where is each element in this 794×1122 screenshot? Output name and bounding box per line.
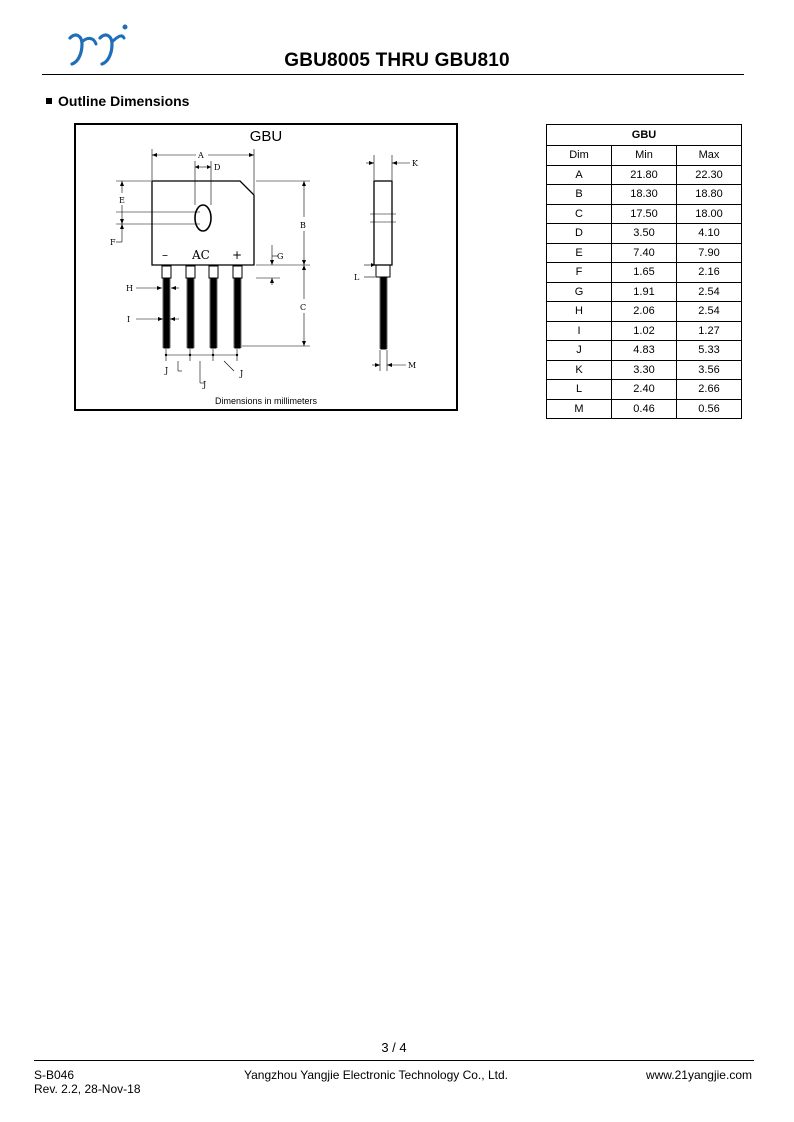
max-cell: 2.54: [677, 282, 742, 302]
table-row: [547, 165, 742, 185]
page-number: 3 / 4: [381, 1040, 407, 1055]
drawing-package-label: GBU: [249, 128, 283, 145]
dim-letter-a: A: [198, 151, 204, 160]
pin-marking-minus: –: [162, 248, 168, 262]
min-cell: 2.06: [612, 302, 677, 322]
table-row: [547, 321, 742, 341]
pin-1: [162, 266, 171, 278]
max-cell: 2.66: [677, 380, 742, 400]
column-header-max: Max: [677, 146, 742, 166]
max-cell: 0.56: [677, 399, 742, 419]
dim-cell: A: [547, 165, 612, 185]
dim-letter-e: E: [119, 196, 125, 205]
mounting-hole: [195, 205, 211, 231]
dim-cell: I: [547, 321, 612, 341]
header-divider: [42, 74, 744, 75]
min-cell: 1.91: [612, 282, 677, 302]
table-row: [547, 302, 742, 322]
column-header-dim: Dim: [547, 146, 612, 166]
min-cell: 4.83: [612, 341, 677, 361]
dim-cell: H: [547, 302, 612, 322]
dim-letter-b: B: [300, 221, 306, 230]
outline-drawing: [74, 123, 458, 411]
max-cell: 2.54: [677, 302, 742, 322]
pin-marking-ac: AC: [192, 248, 210, 262]
footer-doc-info: [34, 1068, 141, 1096]
dim-letter-g: G: [277, 252, 284, 261]
min-cell: 3.30: [612, 360, 677, 380]
max-cell: 22.30: [677, 165, 742, 185]
table-row: [547, 282, 742, 302]
dim-cell: D: [547, 224, 612, 244]
table-row: [547, 204, 742, 224]
section-heading-text: Outline Dimensions: [58, 93, 190, 109]
revision: Rev. 2.2, 28-Nov-18: [34, 1082, 141, 1096]
min-cell: 1.65: [612, 263, 677, 283]
min-cell: 7.40: [612, 243, 677, 263]
package-outline-svg: [76, 125, 456, 409]
table-package-header: GBU: [547, 125, 742, 146]
min-cell: 2.40: [612, 380, 677, 400]
table-row: [547, 224, 742, 244]
max-cell: 7.90: [677, 243, 742, 263]
section-heading: [46, 93, 189, 109]
max-cell: 1.27: [677, 321, 742, 341]
max-cell: 4.10: [677, 224, 742, 244]
doc-code: S-B046: [34, 1068, 75, 1082]
min-cell: 18.30: [612, 185, 677, 205]
dim-letter-j-2: J: [203, 380, 207, 389]
dim-cell: L: [547, 380, 612, 400]
dim-cell: K: [547, 360, 612, 380]
min-cell: 3.50: [612, 224, 677, 244]
table-row: [547, 399, 742, 419]
dim-letter-k: K: [412, 159, 418, 168]
max-cell: 18.00: [677, 204, 742, 224]
document-title: GBU8005 THRU GBU810: [284, 50, 510, 71]
table-row: [547, 243, 742, 263]
pin-3: [209, 266, 218, 278]
dim-cell: J: [547, 341, 612, 361]
dim-cell: E: [547, 243, 612, 263]
max-cell: 5.33: [677, 341, 742, 361]
dim-letter-j-3: J: [240, 369, 244, 378]
dim-letter-i: I: [127, 315, 131, 324]
pin-marking-plus: +: [232, 248, 243, 262]
bullet-square-icon: [46, 98, 52, 104]
column-header-min: Min: [612, 146, 677, 166]
dim-letter-d: D: [214, 163, 221, 172]
min-cell: 1.02: [612, 321, 677, 341]
dim-cell: C: [547, 204, 612, 224]
dim-cell: M: [547, 399, 612, 419]
min-cell: 21.80: [612, 165, 677, 185]
website-link[interactable]: www.21yangjie.com: [645, 1068, 752, 1082]
table-row: [547, 185, 742, 205]
table-row: [547, 341, 742, 361]
dim-cell: F: [547, 263, 612, 283]
dim-letter-m: M: [408, 361, 417, 370]
pin-2: [186, 266, 195, 278]
dim-letter-j-1: J: [165, 366, 169, 375]
max-cell: 18.80: [677, 185, 742, 205]
table-row: [547, 263, 742, 283]
drawing-caption: Dimensions in millimeters: [214, 396, 318, 406]
dimension-table: [546, 124, 742, 419]
footer-divider: [34, 1060, 754, 1061]
dim-letter-f: F: [110, 238, 116, 247]
pin-4: [233, 266, 242, 278]
max-cell: 2.16: [677, 263, 742, 283]
dim-cell: B: [547, 185, 612, 205]
max-cell: 3.56: [677, 360, 742, 380]
min-cell: 17.50: [612, 204, 677, 224]
side-view-body: [374, 181, 392, 265]
table-row: [547, 360, 742, 380]
dim-letter-h: H: [126, 284, 133, 293]
dim-letter-c: C: [300, 303, 307, 312]
dim-cell: G: [547, 282, 612, 302]
dim-letter-l: L: [354, 273, 360, 282]
company-name: Yangzhou Yangjie Electronic Technology Co., Ltd.: [244, 1068, 508, 1082]
min-cell: 0.46: [612, 399, 677, 419]
table-row: [547, 380, 742, 400]
